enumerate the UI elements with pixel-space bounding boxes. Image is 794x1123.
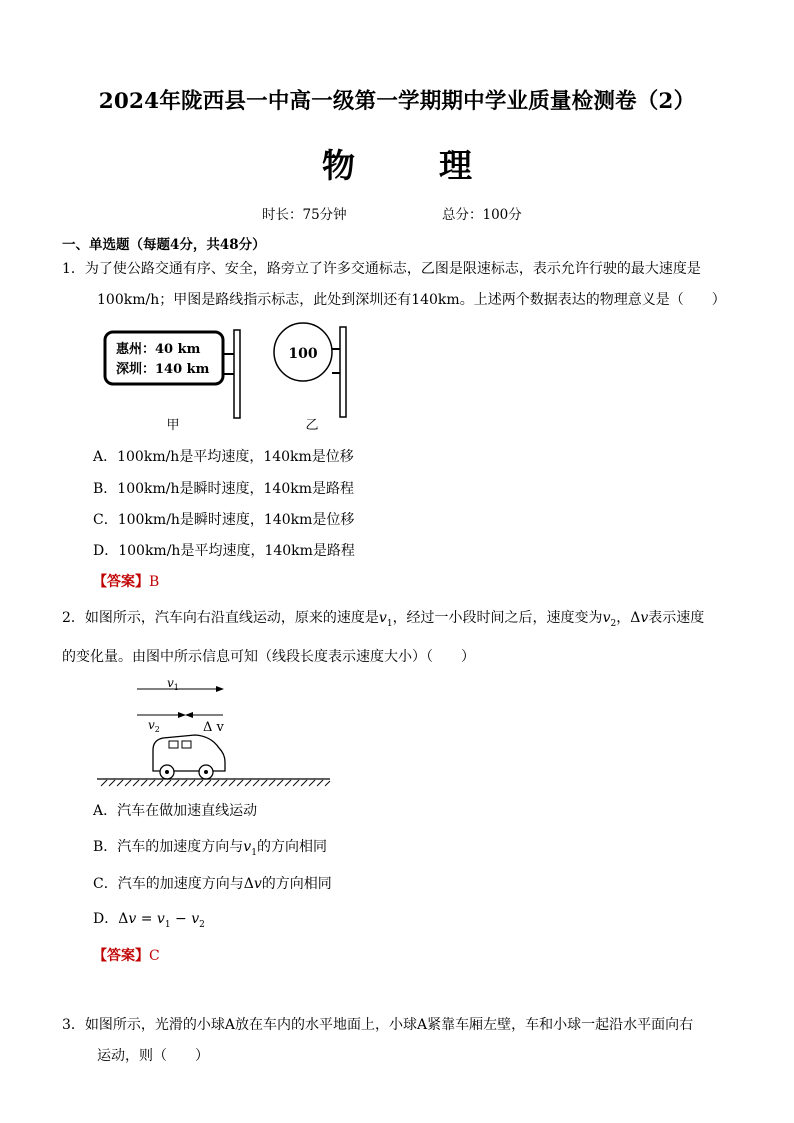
question-1-option-d: D．100km/h是平均速度，140km是路程 (93, 543, 355, 559)
route-sign-line-2: 深圳：140 km (116, 362, 210, 377)
subject-char-1: 物 (322, 146, 355, 185)
question-2-line-2: 的变化量。由图中所示信息可知（线段长度表示速度大小）（ ） (62, 648, 475, 665)
answer-value: C (149, 948, 160, 964)
route-sign-line-1: 惠州：40 km (116, 342, 201, 357)
question-2-option-d: D．$\Delta v = v_1 - v_2$ (93, 911, 205, 930)
exam-duration: 时长：75分钟 (262, 207, 347, 223)
question-2-figure (95, 672, 335, 787)
question-2-answer (93, 945, 160, 965)
question-2-stem (62, 602, 732, 674)
question-2-option-a: A．汽车在做加速直线运动 (93, 803, 258, 819)
figure-label-jia: 甲 (166, 418, 180, 433)
question-3-line-2: 运动，则（ ） (97, 1048, 209, 1064)
figure-label-yi: 乙 (305, 418, 319, 433)
question-2-option-b: B．汽车的加速度方向与$v_1$的方向相同 (93, 839, 327, 858)
question-1-line-1: 1．为了使公路交通有序、安全，路旁立了许多交通标志，乙图是限速标志，表示允许行驶的最大速度是 (62, 261, 701, 277)
exam-total-score: 总分：100分 (442, 207, 522, 223)
speed-limit-value: 100 (288, 346, 318, 362)
question-1-option-c: C．100km/h是瞬时速度，140km是位移 (93, 512, 355, 528)
fig-v1-label: $v_1$ (167, 676, 179, 692)
speed-limit-sign-figure (274, 323, 346, 417)
subject-char-2: 理 (439, 146, 472, 185)
question-1-figure (100, 322, 360, 437)
answer-value: B (149, 574, 160, 590)
question-1-option-b: B．100km/h是瞬时速度，140km是路程 (93, 481, 354, 497)
question-2-line-1: 2．如图所示，汽车向右沿直线运动，原来的速度是$v_1$，经过一小段时间之后，速度变为$v_2$，Δv表示速度 (62, 610, 705, 629)
question-1-answer (93, 571, 159, 591)
question-1-line-2: 100km/h；甲图是路线指示标志，此处到深圳还有140km。上述两个数据表达的物理意义是（ ） (97, 292, 726, 308)
answer-tag: 【答案】 (93, 948, 149, 964)
fig-dv-label: Δ v (203, 720, 224, 735)
ground-hatching (97, 779, 330, 786)
question-3-line-1: 3．如图所示，光滑的小球A放在车内的水平地面上，小球A紧靠车厢左壁，车和小球一起沿水平面向右 (62, 1017, 694, 1033)
fig-v2-label: $v_2$ (148, 718, 160, 734)
question-3-stem (62, 1010, 732, 1072)
subject-title (0, 140, 794, 187)
answer-tag: 【答案】 (93, 574, 149, 590)
exam-title: 2024年陇西县一中高一级第一学期期中学业质量检测卷（2） (98, 89, 696, 114)
question-2-option-c: C．汽车的加速度方向与Δv的方向相同 (93, 876, 332, 892)
question-1-stem (62, 254, 732, 316)
route-sign-figure (105, 330, 240, 418)
question-1-option-a: A．100km/h是平均速度，140km是位移 (93, 449, 354, 465)
section-heading: 一、单选题（每题4分，共48分） (62, 237, 266, 253)
car-icon (153, 735, 225, 779)
